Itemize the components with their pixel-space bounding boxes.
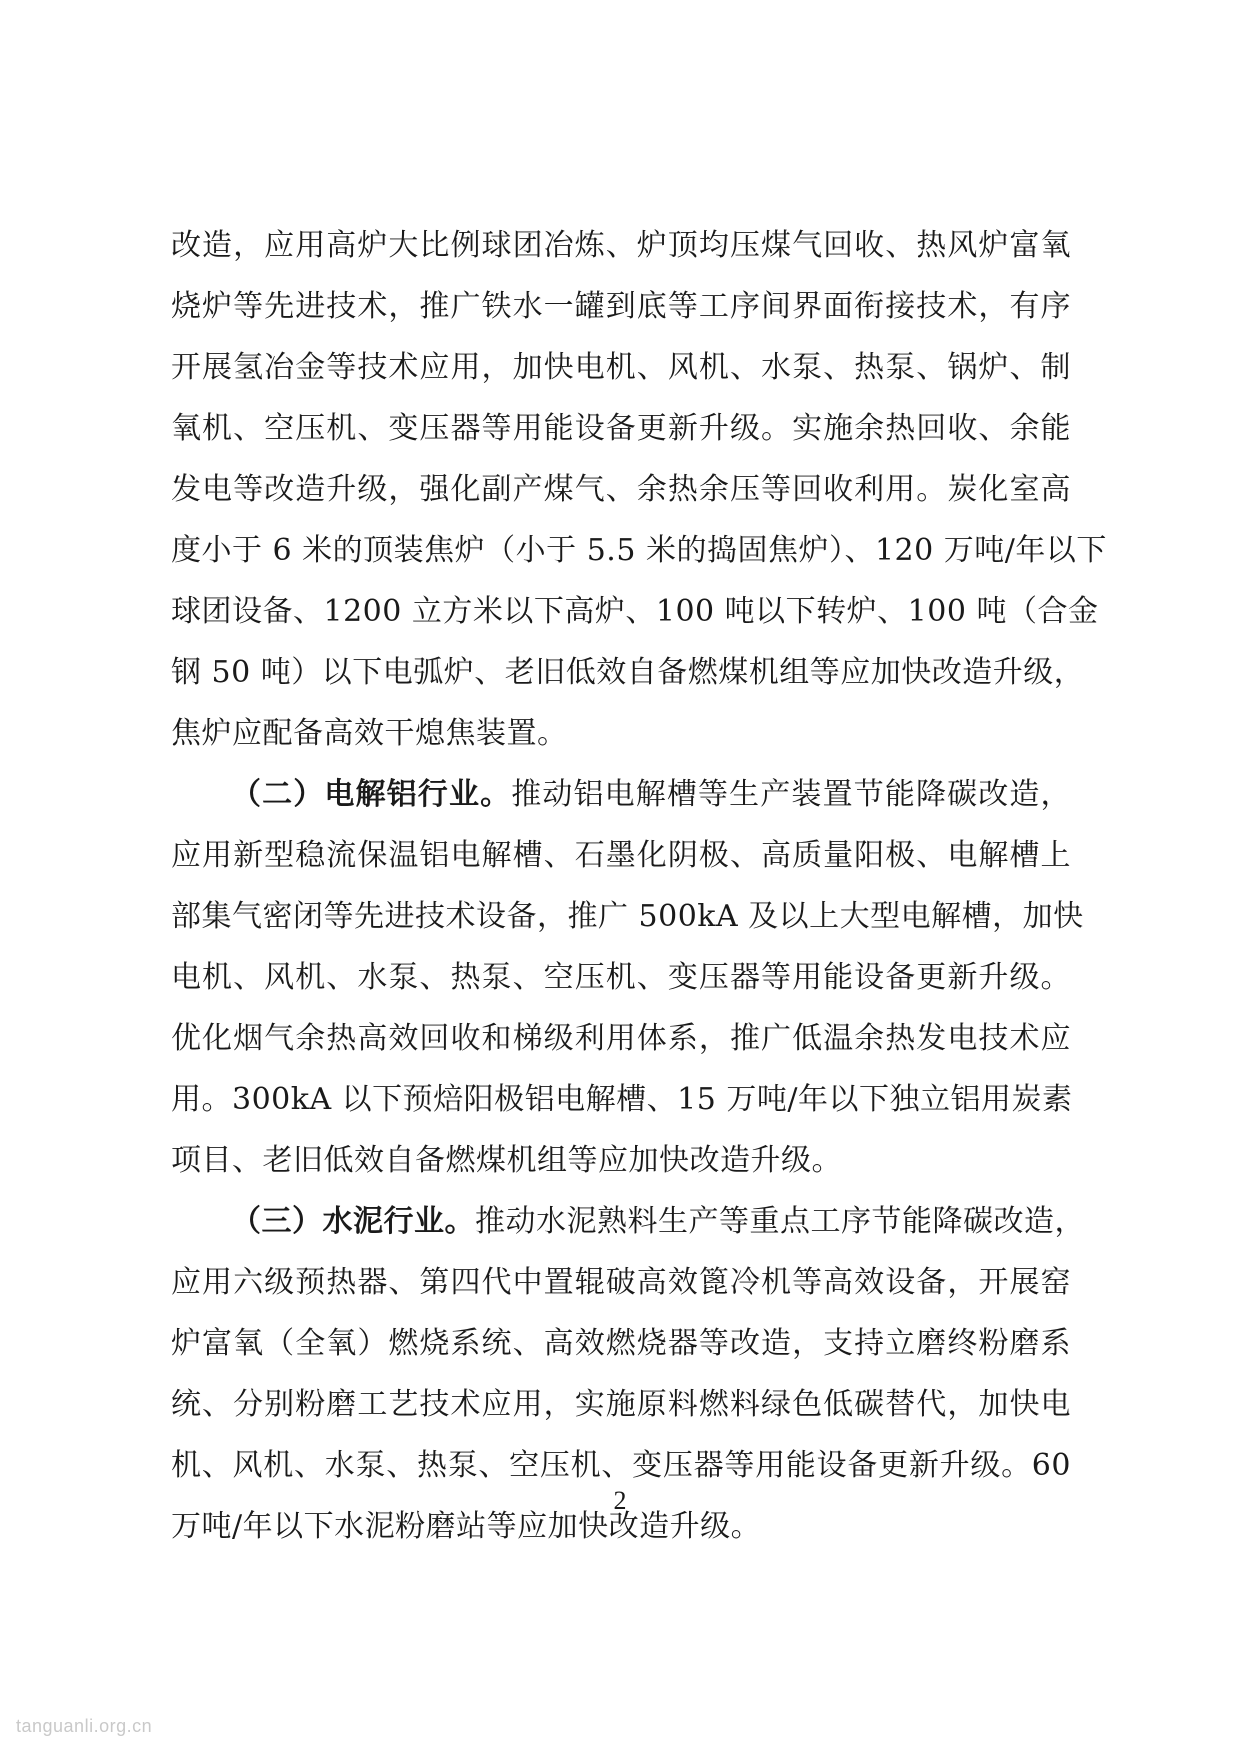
text-line: 用。300kA 以下预焙阳极铝电解槽、15 万吨/年以下独立铝用炭素: [171, 1082, 1073, 1117]
text-run: 推动铝电解槽等生产装置节能降碳改造，: [511, 777, 1072, 812]
text-line: [171, 764, 1071, 825]
text-line: 统、分别粉磨工艺技术应用，实施原料燃料绿色低碳替代，加快电: [171, 1387, 1071, 1422]
text-line: 优化烟气余热高效回收和梯级利用体系，推广低温余热发电技术应: [171, 1021, 1071, 1056]
text-line: 部集气密闭等先进技术设备，推广 500kA 及以上大型电解槽，加快: [171, 899, 1084, 934]
paragraph-steel: [171, 215, 1107, 764]
text-line: 炉富氧（全氧）燃烧系统、高效燃烧器等改造，支持立磨终粉磨系: [171, 1326, 1071, 1361]
text-line: 改造，应用高炉大比例球团冶炼、炉顶均压煤气回收、热风炉富氧: [171, 228, 1071, 263]
text-line: 度小于 6 米的顶装焦炉（小于 5.5 米的捣固焦炉）、120 万吨/年以下: [171, 533, 1107, 568]
text-line: 发电等改造升级，强化副产煤气、余热余压等回收利用。炭化室高: [171, 472, 1071, 507]
text-line: 钢 50 吨）以下电弧炉、老旧低效自备燃煤机组等应加快改造升级，: [171, 655, 1085, 690]
section-heading: （三）水泥行业。: [231, 1204, 475, 1239]
body-text: [171, 215, 1107, 1557]
text-line: 应用新型稳流保温铝电解槽、石墨化阴极、高质量阳极、电解槽上: [171, 838, 1071, 873]
section-heading: （二）电解铝行业。: [231, 777, 512, 812]
text-line: 应用六级预热器、第四代中置辊破高效篦冷机等高效设备，开展窑: [171, 1265, 1071, 1300]
text-line: 开展氢冶金等技术应用，加快电机、风机、水泵、热泵、锅炉、制: [171, 350, 1071, 385]
text-line: 电机、风机、水泵、热泵、空压机、变压器等用能设备更新升级。: [171, 960, 1071, 995]
text-line: 球团设备、1200 立方米以下高炉、100 吨以下转炉、100 吨（合金: [171, 594, 1099, 629]
text-run: 推动水泥熟料生产等重点工序节能降碳改造，: [475, 1204, 1085, 1239]
page-number: 2: [613, 1486, 627, 1515]
text-line: 烧炉等先进技术，推广铁水一罐到底等工序间界面衔接技术，有序: [171, 289, 1071, 324]
text-line: 焦炉应配备高效干熄焦装置。: [171, 716, 568, 751]
text-line: 项目、老旧低效自备燃煤机组等应加快改造升级。: [171, 1143, 842, 1178]
text-line: 机、风机、水泵、热泵、空压机、变压器等用能设备更新升级。60: [171, 1448, 1071, 1483]
paragraph-electrolytic-aluminum: [171, 764, 1084, 1191]
text-line: 氧机、空压机、变压器等用能设备更新升级。实施余热回收、余能: [171, 411, 1071, 446]
text-line: 万吨/年以下水泥粉磨站等应加快改造升级。: [171, 1509, 762, 1544]
text-line: [171, 1191, 1085, 1252]
watermark: tanguanli.org.cn: [16, 1716, 153, 1736]
